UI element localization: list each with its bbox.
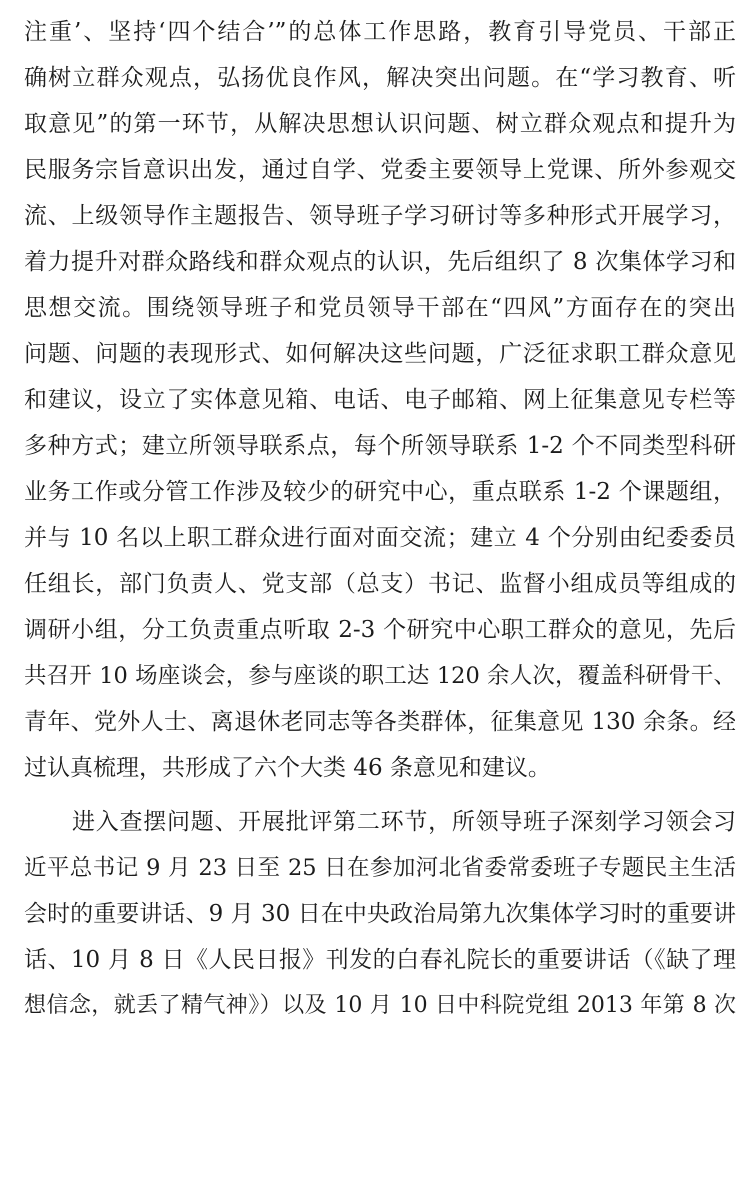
text-line: 并与 10 名以上职工群众进行面对面交流；建立 4 个分别由纪委委员 [24,525,736,551]
text-line: 问题、问题的表现形式、如何解决这些问题，广泛征求职工群众意见 [24,341,736,367]
text-line: 过认真梳理，共形成了六个大类 46 条意见和建议。 [24,755,551,781]
text-line: 取意见”的第一环节，从解决思想认识问题、树立群众观点和提升为 [24,111,736,137]
text-line: 进入查摆问题、开展批评第二环节，所领导班子深刻学习领会习 [72,809,736,835]
text-line: 确树立群众观点，弘扬优良作风，解决突出问题。在“学习教育、听 [24,65,736,91]
text-line: 多种方式；建立所领导联系点，每个所领导联系 1-2 个不同类型科研 [24,433,736,459]
text-line: 着力提升对群众路线和群众观点的认识，先后组织了 8 次集体学习和 [24,249,736,275]
text-line: 想信念，就丢了精气神》）以及 10 月 10 日中科院党组 2013 年第 8 次 [24,993,736,1018]
text-line: 和建议，设立了实体意见箱、电话、电子邮箱、网上征集意见专栏等 [24,387,736,413]
text-line: 注重’、坚持‘四个结合’”的总体工作思路，教育引导党员、干部正 [24,19,736,45]
text-line: 会时的重要讲话、9 月 30 日在中央政治局第九次集体学习时的重要讲 [24,901,736,927]
text-line: 思想交流。围绕领导班子和党员领导干部在“四风”方面存在的突出 [24,295,736,321]
text-line: 民服务宗旨意识出发，通过自学、党委主要领导上党课、所外参观交 [24,157,736,183]
text-line: 业务工作或分管工作涉及较少的研究中心，重点联系 1-2 个课题组， [24,479,736,505]
text-line: 调研小组，分工负责重点听取 2-3 个研究中心职工群众的意见，先后 [24,617,736,643]
text-line: 青年、党外人士、离退休老同志等各类群体，征集意见 130 余条。经 [24,709,736,735]
text-line: 任组长，部门负责人、党支部（总支）书记、监督小组成员等组成的 [24,571,736,597]
text-line: 共召开 10 场座谈会，参与座谈的职工达 120 余人次，覆盖科研骨干、 [24,663,736,689]
text-line: 话、10 月 8 日《人民日报》刊发的白春礼院长的重要讲话（《缺了理 [24,947,736,973]
text-line: 流、上级领导作主题报告、领导班子学习研讨等多种形式开展学习， [24,203,736,229]
text-line: 近平总书记 9 月 23 日至 25 日在参加河北省委常委班子专题民主生活 [24,855,736,881]
